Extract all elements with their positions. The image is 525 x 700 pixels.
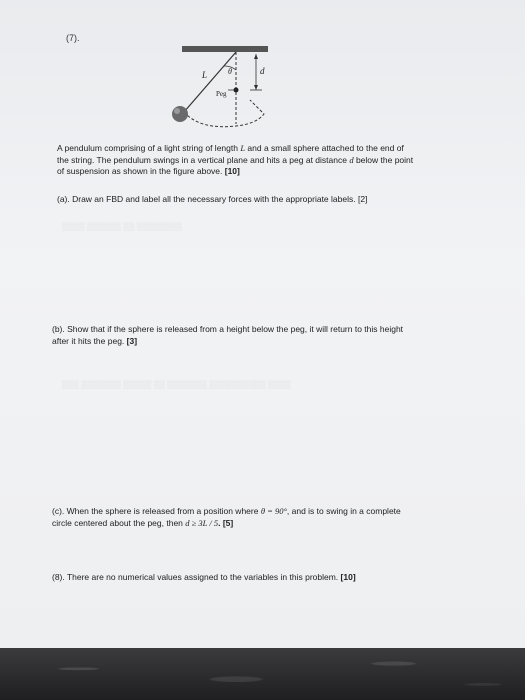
intro-line-1: A pendulum comprising of a light string of length L and a small sphere attached to the end of	[57, 143, 404, 153]
label-theta: θ	[228, 67, 232, 76]
swing-path	[184, 100, 264, 127]
part-c-question: (c). When the sphere is released from a position where θ = 90°, and is to swing in a complete circle centered about the peg, then d ≥ 3L / 5. [5]	[52, 506, 401, 528]
problem-number: (7).	[66, 33, 80, 43]
part-a-question: (a). Draw an FBD and label all the necessary forces with the appropriate labels. [2]	[57, 194, 368, 204]
d-arrow-top	[254, 54, 258, 59]
background-surface	[0, 648, 525, 700]
problem-intro	[57, 143, 497, 178]
pendulum-figure	[160, 40, 290, 140]
label-d: d	[260, 66, 265, 76]
sphere-highlight	[174, 108, 180, 114]
bleed-through-text-2: ▒▒▒ ▒▒▒▒▒▒▒ ▒▒▒▒▒ ▒▒ ▒▒▒▒▒▒▒ ▒▒▒▒▒▒▒▒▒▒ ▒▒▒▒	[62, 380, 291, 389]
ceiling-support	[182, 46, 268, 52]
intro-line-2: the string. The pendulum swings in a vertical plane and hits a peg at distance d below the point	[57, 154, 414, 165]
bleed-through-text: ▒▒▒▒ ▒▒▒▒▒▒ ▒▒ ▒▒▒▒▒▒▒▒	[62, 222, 183, 231]
part-b-question: (b). Show that if the sphere is released from a height below the peg, it will return to this height after it hits the peg. [3]	[52, 324, 404, 346]
intro-line-3: of suspension as shown in the figure above. [10]	[57, 166, 240, 176]
d-arrow-bottom	[254, 85, 258, 90]
pendulum-diagram	[160, 40, 290, 140]
pendulum-string	[184, 52, 236, 112]
part-8-statement: (8). There are no numerical values assigned to the variables in this problem. [10]	[52, 572, 356, 582]
label-peg: Peg	[216, 90, 227, 98]
label-L: L	[202, 70, 208, 80]
pendulum-sphere	[172, 106, 188, 122]
